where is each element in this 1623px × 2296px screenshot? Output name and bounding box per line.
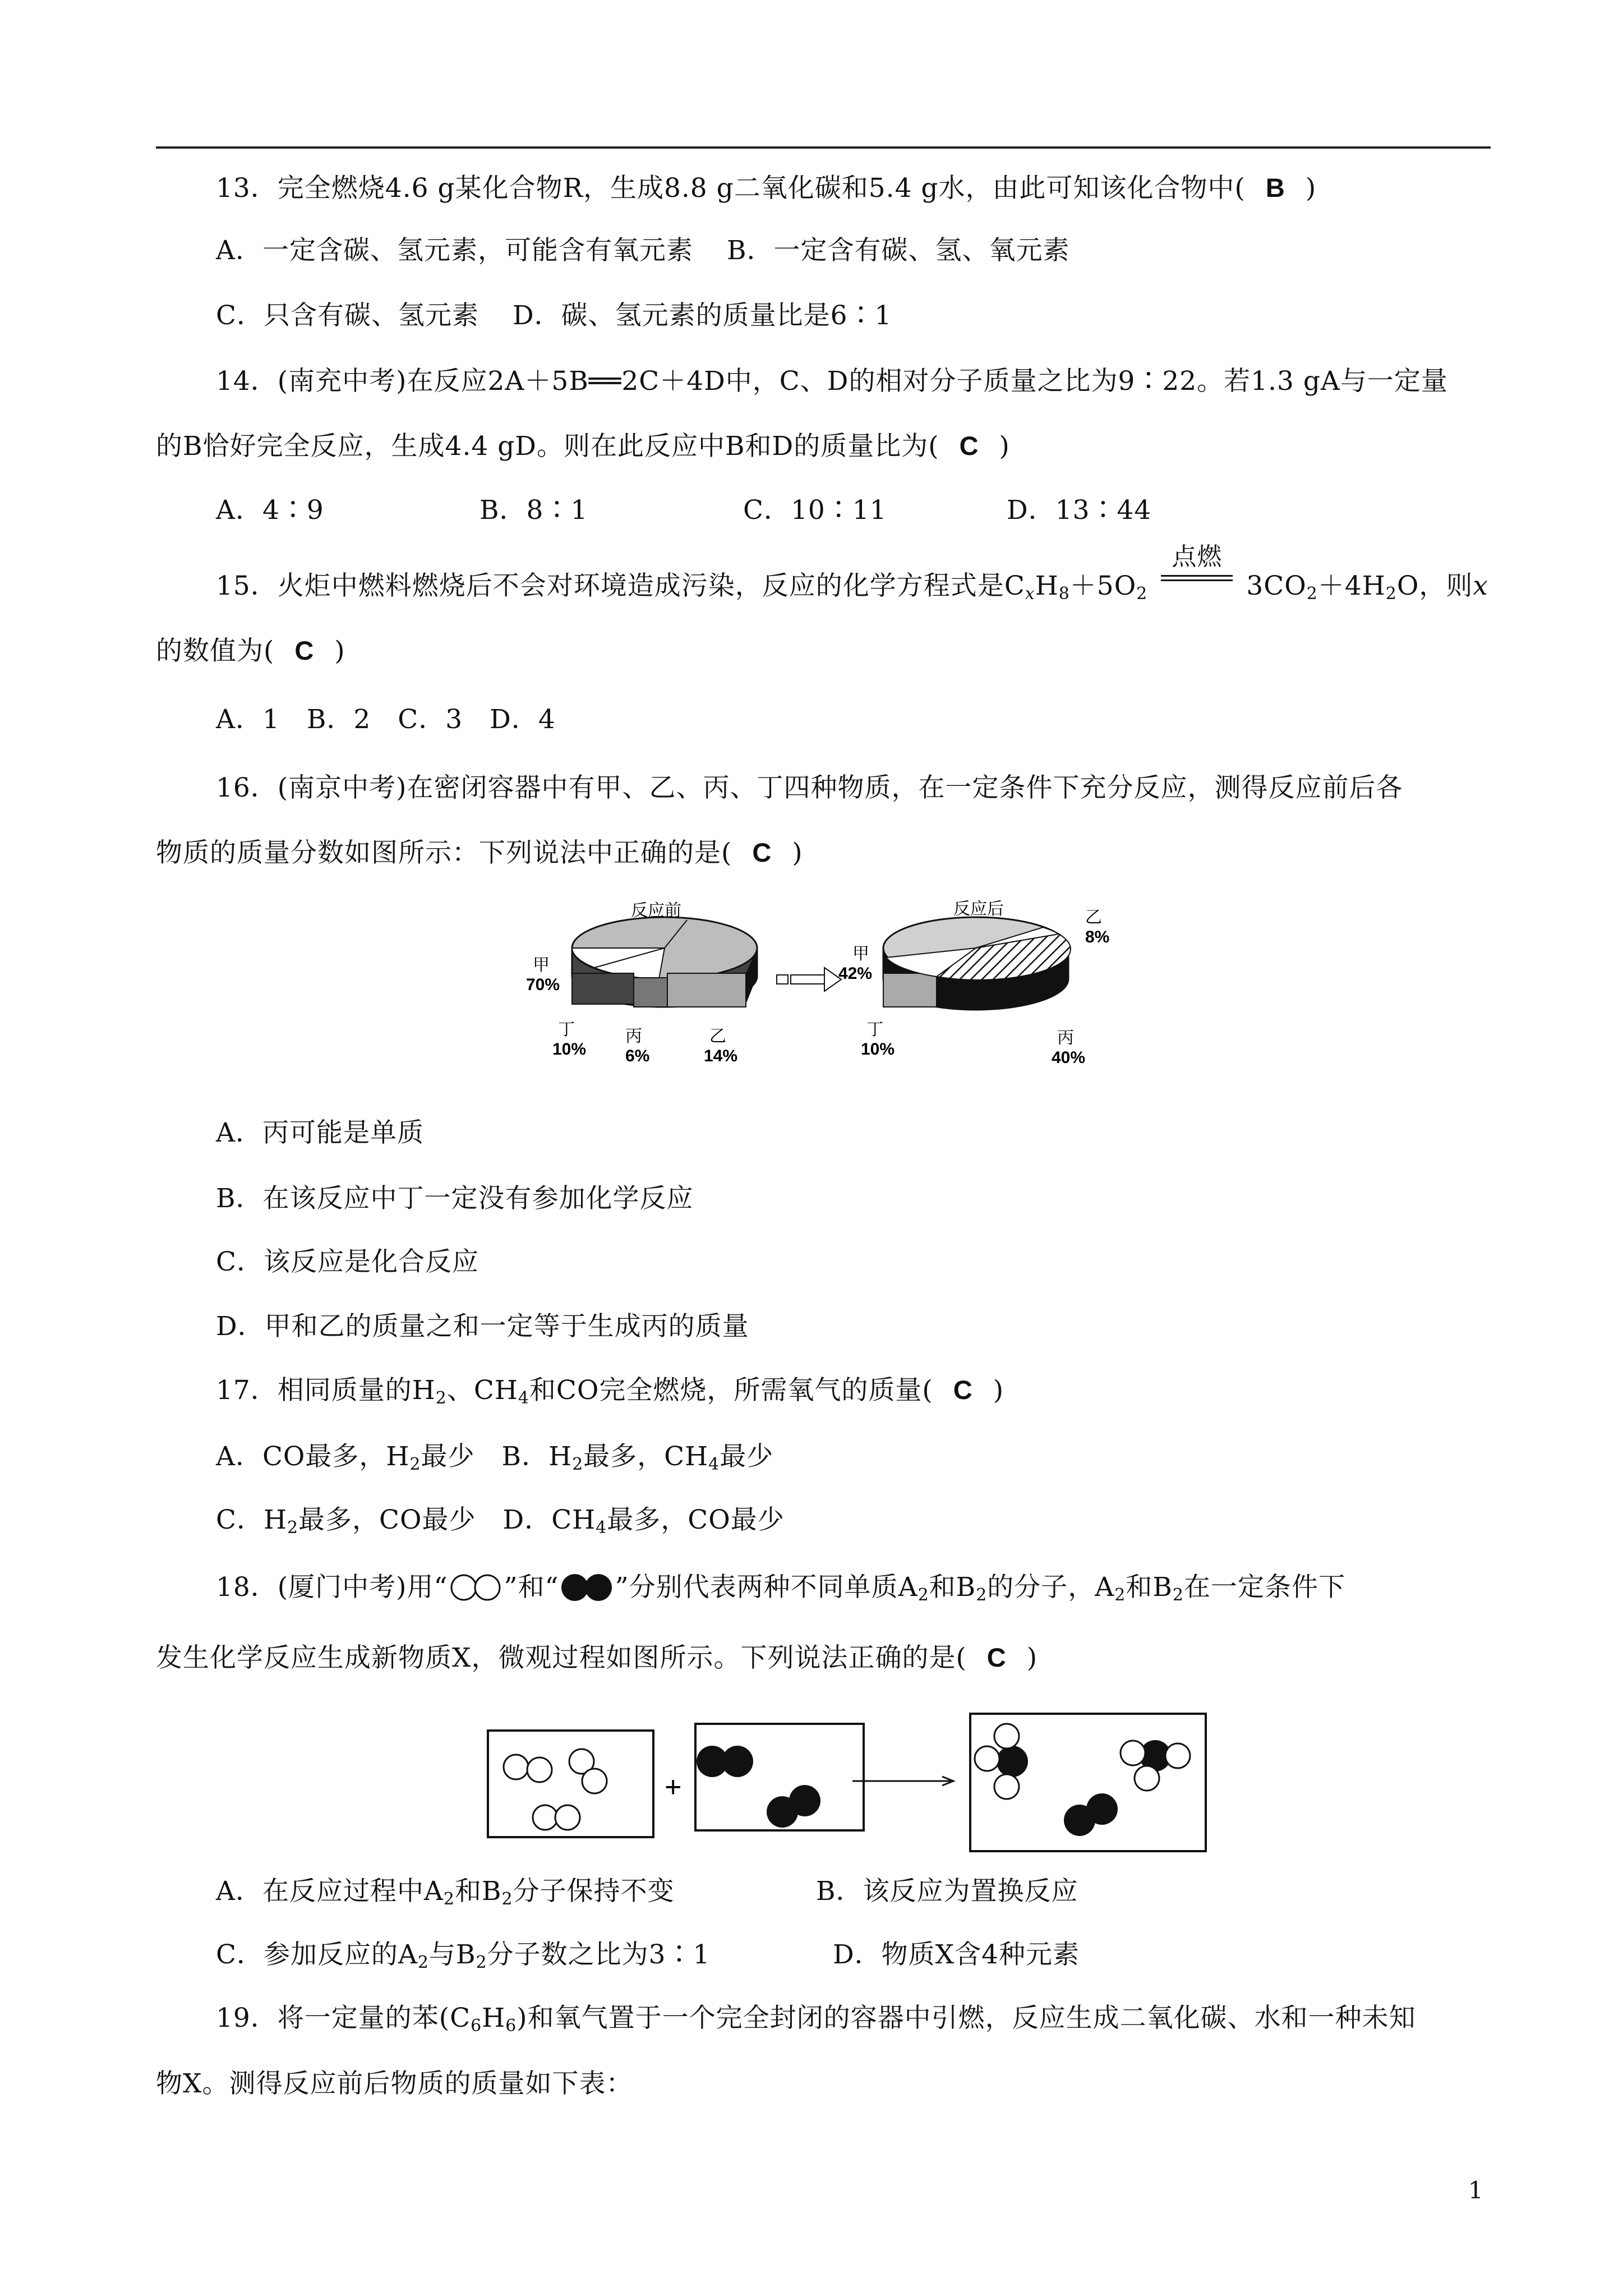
q17-stem: 17．相同质量的$H_2$、$CH_4$和CO完全燃烧，所需氧气的质量( C ) — [216, 1373, 1004, 1407]
q14-options — [216, 494, 1151, 527]
q19-stem-line2: 物X。测得反应前后物质的质量如下表： — [156, 2068, 633, 2099]
pie-before-value-yi: 14% — [704, 1047, 738, 1065]
q17-options-cd: C．$H_2$最多，CO最少 D．$CH_4$最多，CO最少 — [216, 1504, 785, 1538]
q14-option-a: A．4∶9 — [216, 495, 324, 526]
pie-before — [526, 901, 757, 1065]
a2-molecule-icon — [448, 1571, 504, 1604]
header-rule — [156, 146, 1491, 149]
q16-option-b: B．在该反应中丁一定没有参加化学反应 — [216, 1183, 694, 1214]
pie-after-label-bing: 丙 — [1057, 1029, 1074, 1047]
pie-before-value-ding: 10% — [552, 1040, 587, 1059]
q18-option-c: C．参加反应的$A_2$与$B_2$分子数之比为3∶1 — [216, 1939, 711, 1972]
pie-before-value-jia: 70% — [526, 976, 560, 994]
q17-options-ab: A．CO最多，$H_2$最少 B．$H_2$最多，$CH_4$最少 — [216, 1441, 774, 1474]
plus-sign: + — [665, 1771, 682, 1803]
q18-stem-line1: 18．(厦门中考)用“ ”和“ ”分别代表两种不同单质$A_2$和$B_2$的分子，$A_2$和$B_2$在一定条件下 — [216, 1572, 1345, 1605]
q16-answer: C — [752, 838, 772, 867]
condition-label: 点燃 — [1172, 542, 1223, 571]
q16-option-a: A．丙可能是单质 — [216, 1117, 424, 1148]
q13-stem: 13．完全燃烧4.6 g某化合物R，生成8.8 g二氧化碳和5.4 g水，由此可知该化合物中( B ) — [216, 171, 1316, 205]
pie-after-label-yi: 乙 — [1085, 908, 1102, 927]
pie-before-side-ding — [572, 973, 634, 1004]
pie-before-side-yi — [667, 973, 746, 1007]
pie-before-label-yi: 乙 — [709, 1027, 726, 1046]
pie-chart-figure — [522, 895, 1161, 1097]
q16-option-d: D．甲和乙的质量之和一定等于生成丙的质量 — [216, 1311, 749, 1342]
q13-option-a: A．一定含碳、氢元素，可能含有氧元素 — [216, 235, 693, 266]
q19-stem-line1: 19．将一定量的苯$(C_6H_6)$和氧气置于一个完全封闭的容器中引燃，反应生成二氧化碳、水和一种未知 — [216, 2003, 1416, 2036]
q16-stem-line1: 16．(南京中考)在密闭容器中有甲、乙、丙、丁四种物质，在一定条件下充分反应，测得反应前后各 — [216, 772, 1403, 803]
pie-before-side-bing — [634, 978, 667, 1007]
q14-stem-line1: 14．(南充中考)在反应2A＋5B══2C＋4D中，C、D的相对分子质量之比为9∶22。若1.3 gA与一定量 — [216, 366, 1448, 397]
pie-before-title: 反应前 — [631, 901, 681, 920]
pie-after-value-jia: 42% — [838, 964, 873, 983]
pie-after-label-ding: 丁 — [866, 1020, 883, 1039]
pie-before-label-ding: 丁 — [558, 1020, 575, 1039]
pie-after-value-yi: 8% — [1085, 928, 1110, 946]
transition-arrow — [777, 968, 841, 991]
q14-option-c: C．10∶11 — [743, 495, 887, 526]
pie-after-value-bing: 40% — [1052, 1048, 1086, 1067]
q13-option-b: B．一定含有碳、氢、氧元素 — [726, 235, 1070, 266]
q13-option-c: C．只含有碳、氢元素 — [216, 300, 479, 331]
q18-options-ab — [216, 1875, 1078, 1908]
q18-stem-line2: 发生化学反应生成新物质X，微观过程如图所示。下列说法正确的是( C ) — [156, 1641, 1038, 1675]
q15-options: A．1 B．2 C．3 D．4 — [216, 704, 556, 735]
pie-after — [838, 900, 1109, 1067]
q15-stem-line2: 的数值为( C ) — [156, 634, 345, 668]
q13-options-cd — [216, 299, 892, 333]
q15-stem-line1: 15．火炬中燃料燃烧后不会对环境造成污染，反应的化学方程式是$C_xH_8+5O_2$ 点燃 $3CO_2+4H_2O$，则x — [216, 569, 1488, 603]
reaction-condition-sign — [1158, 542, 1236, 603]
q18-options-cd — [216, 1938, 1080, 1972]
pie-after-label-jia: 甲 — [852, 945, 869, 963]
q14-answer: C — [959, 431, 979, 461]
q18-option-b: B．该反应为置换反应 — [816, 1876, 1078, 1907]
micro-process-figure — [482, 1708, 1223, 1860]
q17-answer: C — [953, 1375, 973, 1405]
q15-answer: C — [294, 636, 315, 665]
q14-option-b: B．8∶1 — [479, 495, 588, 526]
pie-before-label-bing: 丙 — [625, 1027, 642, 1046]
q13-answer: B — [1265, 173, 1285, 203]
pie-after-side-ding — [883, 973, 937, 1007]
b2-molecule-icon — [559, 1571, 615, 1604]
q13-options-ab — [216, 234, 1070, 268]
q13-option-d: D．碳、氢元素的质量比是6∶1 — [512, 300, 892, 331]
q18-answer: C — [986, 1642, 1007, 1672]
q16-option-c: C．该反应是化合反应 — [216, 1246, 479, 1277]
pie-before-value-bing: 6% — [625, 1047, 650, 1065]
q14-stem-line2: 的B恰好完全反应，生成4.4 gD。则在此反应中B和D的质量比为( C ) — [156, 429, 1010, 463]
pie-after-title: 反应后 — [953, 900, 1004, 918]
pie-before-label-jia: 甲 — [533, 956, 550, 974]
q18-option-d: D．物质X含4种元素 — [833, 1939, 1080, 1970]
pie-after-value-ding: 10% — [861, 1040, 895, 1059]
q14-option-d: D．13∶44 — [1007, 495, 1152, 526]
q18-option-a: A．在反应过程中$A_2$和$B_2$分子保持不变 — [216, 1876, 675, 1909]
q16-stem-line2: 物质的质量分数如图所示：下列说法中正确的是( C ) — [156, 836, 803, 870]
page-number: 1 — [1468, 2177, 1483, 2204]
